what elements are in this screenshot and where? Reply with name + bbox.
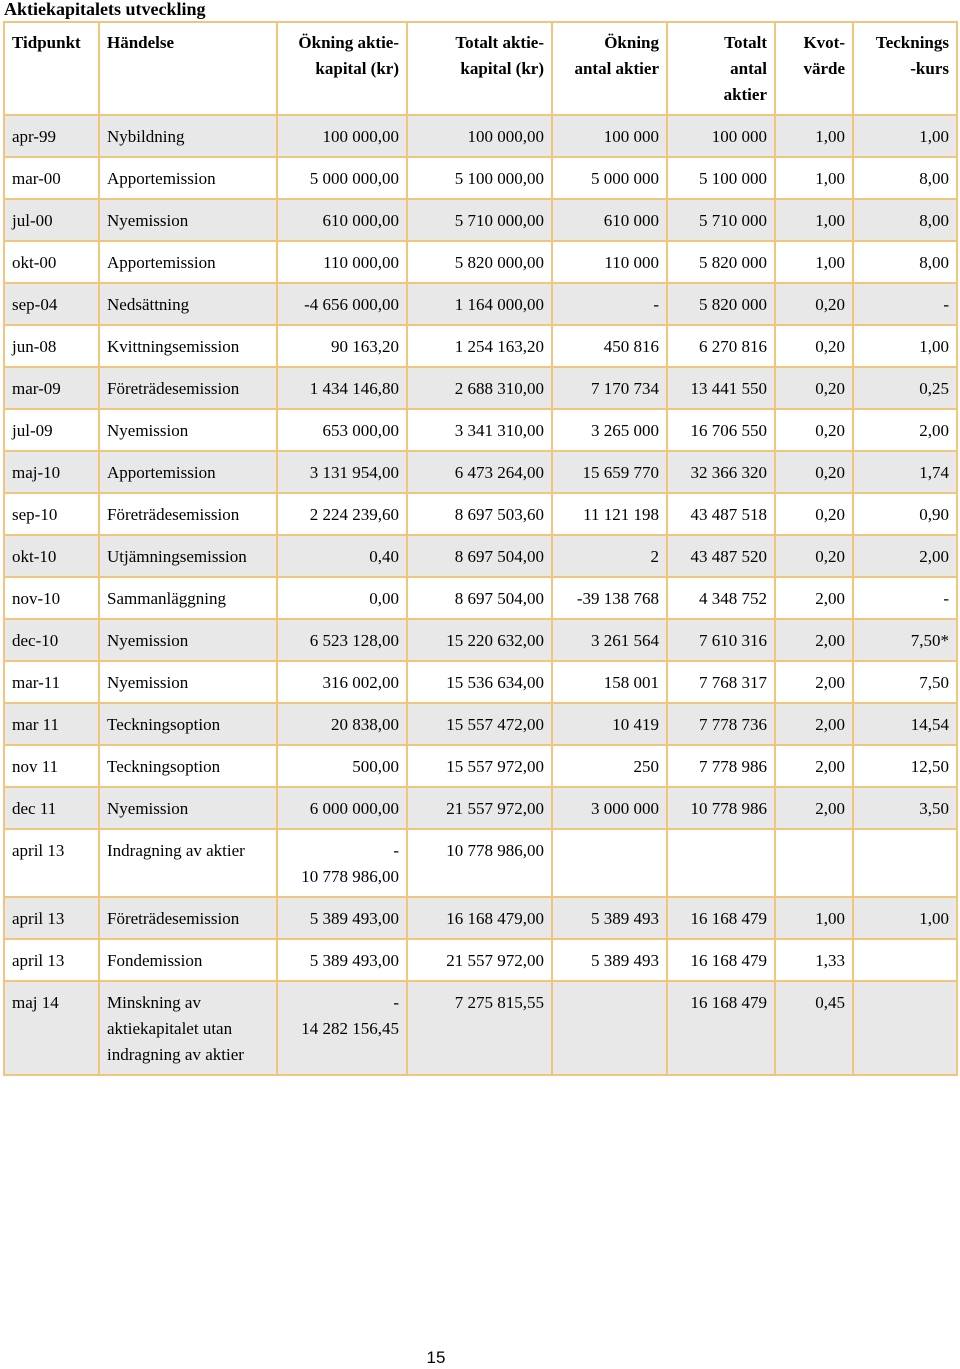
cell-totalt-aktiekapital: 15 557 972,00 bbox=[407, 745, 552, 787]
cell-kvotvarde: 2,00 bbox=[775, 787, 853, 829]
cell-totalt-aktiekapital: 1 164 000,00 bbox=[407, 283, 552, 325]
cell-okning-aktiekapital: 500,00 bbox=[277, 745, 407, 787]
header-totalt-antal-aktier: Totalt antal aktier bbox=[667, 22, 775, 115]
cell-okning-antal-aktier: -39 138 768 bbox=[552, 577, 667, 619]
cell-tidpunkt: april 13 bbox=[4, 829, 99, 897]
cell-totalt-antal-aktier: 16 168 479 bbox=[667, 939, 775, 981]
cell-totalt-antal-aktier: 100 000 bbox=[667, 115, 775, 157]
cell-handelse: Fondemission bbox=[99, 939, 277, 981]
cell-kvotvarde: 1,00 bbox=[775, 199, 853, 241]
table-row bbox=[4, 115, 957, 157]
cell-handelse: Företrädesemission bbox=[99, 367, 277, 409]
table-row bbox=[4, 367, 957, 409]
cell-totalt-antal-aktier: 5 820 000 bbox=[667, 241, 775, 283]
table-row bbox=[4, 939, 957, 981]
cell-teckningskurs bbox=[853, 981, 957, 1075]
cell-totalt-antal-aktier: 5 100 000 bbox=[667, 157, 775, 199]
cell-totalt-antal-aktier: 7 610 316 bbox=[667, 619, 775, 661]
table-row bbox=[4, 745, 957, 787]
cell-okning-aktiekapital: 1 434 146,80 bbox=[277, 367, 407, 409]
cell-handelse: Utjämningsemission bbox=[99, 535, 277, 577]
cell-okning-antal-aktier: 110 000 bbox=[552, 241, 667, 283]
cell-tidpunkt: apr-99 bbox=[4, 115, 99, 157]
cell-okning-antal-aktier: 5 389 493 bbox=[552, 897, 667, 939]
cell-totalt-aktiekapital: 6 473 264,00 bbox=[407, 451, 552, 493]
cell-handelse: Nybildning bbox=[99, 115, 277, 157]
cell-totalt-aktiekapital: 15 557 472,00 bbox=[407, 703, 552, 745]
cell-totalt-antal-aktier: 6 270 816 bbox=[667, 325, 775, 367]
cell-totalt-antal-aktier: 5 710 000 bbox=[667, 199, 775, 241]
cell-tidpunkt: sep-10 bbox=[4, 493, 99, 535]
cell-totalt-aktiekapital: 15 220 632,00 bbox=[407, 619, 552, 661]
cell-kvotvarde: 0,20 bbox=[775, 493, 853, 535]
cell-okning-aktiekapital: 610 000,00 bbox=[277, 199, 407, 241]
share-capital-table bbox=[3, 21, 958, 1076]
cell-totalt-aktiekapital: 10 778 986,00 bbox=[407, 829, 552, 897]
table-row bbox=[4, 829, 957, 897]
table-row bbox=[4, 535, 957, 577]
cell-totalt-antal-aktier bbox=[667, 829, 775, 897]
cell-okning-antal-aktier: 3 261 564 bbox=[552, 619, 667, 661]
table-row bbox=[4, 981, 957, 1075]
cell-tidpunkt: april 13 bbox=[4, 939, 99, 981]
cell-tidpunkt: okt-00 bbox=[4, 241, 99, 283]
cell-okning-aktiekapital: 2 224 239,60 bbox=[277, 493, 407, 535]
cell-teckningskurs: 7,50* bbox=[853, 619, 957, 661]
cell-teckningskurs: 14,54 bbox=[853, 703, 957, 745]
table-row bbox=[4, 493, 957, 535]
cell-okning-aktiekapital: 100 000,00 bbox=[277, 115, 407, 157]
cell-okning-aktiekapital: - 10 778 986,00 bbox=[277, 829, 407, 897]
cell-okning-aktiekapital: 5 389 493,00 bbox=[277, 939, 407, 981]
cell-okning-antal-aktier: 5 000 000 bbox=[552, 157, 667, 199]
cell-tidpunkt: mar 11 bbox=[4, 703, 99, 745]
cell-kvotvarde: 1,00 bbox=[775, 115, 853, 157]
cell-totalt-aktiekapital: 8 697 503,60 bbox=[407, 493, 552, 535]
table-row bbox=[4, 157, 957, 199]
cell-handelse: Apportemission bbox=[99, 451, 277, 493]
cell-handelse: Nyemission bbox=[99, 787, 277, 829]
cell-okning-antal-aktier: 5 389 493 bbox=[552, 939, 667, 981]
cell-teckningskurs bbox=[853, 939, 957, 981]
cell-totalt-antal-aktier: 43 487 520 bbox=[667, 535, 775, 577]
cell-tidpunkt: jul-00 bbox=[4, 199, 99, 241]
cell-tidpunkt: maj-10 bbox=[4, 451, 99, 493]
cell-teckningskurs: 12,50 bbox=[853, 745, 957, 787]
cell-kvotvarde: 0,20 bbox=[775, 367, 853, 409]
header-okning-aktiekapital: Ökning aktie- kapital (kr) bbox=[277, 22, 407, 115]
cell-totalt-aktiekapital: 15 536 634,00 bbox=[407, 661, 552, 703]
table-row bbox=[4, 661, 957, 703]
header-teckningskurs: Tecknings -kurs bbox=[853, 22, 957, 115]
cell-okning-antal-aktier: 11 121 198 bbox=[552, 493, 667, 535]
cell-tidpunkt: nov-10 bbox=[4, 577, 99, 619]
cell-teckningskurs: - bbox=[853, 577, 957, 619]
cell-okning-aktiekapital: 653 000,00 bbox=[277, 409, 407, 451]
cell-okning-antal-aktier: 250 bbox=[552, 745, 667, 787]
cell-handelse: Teckningsoption bbox=[99, 745, 277, 787]
cell-tidpunkt: maj 14 bbox=[4, 981, 99, 1075]
table-row bbox=[4, 451, 957, 493]
cell-okning-antal-aktier: 15 659 770 bbox=[552, 451, 667, 493]
table-row bbox=[4, 703, 957, 745]
cell-okning-aktiekapital: 5 389 493,00 bbox=[277, 897, 407, 939]
cell-okning-antal-aktier: 2 bbox=[552, 535, 667, 577]
cell-kvotvarde: 0,20 bbox=[775, 283, 853, 325]
cell-tidpunkt: okt-10 bbox=[4, 535, 99, 577]
cell-teckningskurs: 8,00 bbox=[853, 157, 957, 199]
cell-okning-aktiekapital: 6 000 000,00 bbox=[277, 787, 407, 829]
cell-totalt-aktiekapital: 2 688 310,00 bbox=[407, 367, 552, 409]
cell-okning-aktiekapital: 6 523 128,00 bbox=[277, 619, 407, 661]
cell-handelse: Minskning av aktiekapitalet utan indragning av aktier bbox=[99, 981, 277, 1075]
cell-handelse: Indragning av aktier bbox=[99, 829, 277, 897]
cell-okning-antal-aktier: 158 001 bbox=[552, 661, 667, 703]
cell-totalt-antal-aktier: 16 168 479 bbox=[667, 897, 775, 939]
cell-totalt-aktiekapital: 21 557 972,00 bbox=[407, 939, 552, 981]
cell-totalt-antal-aktier: 7 778 986 bbox=[667, 745, 775, 787]
cell-kvotvarde: 2,00 bbox=[775, 745, 853, 787]
table-row bbox=[4, 325, 957, 367]
cell-okning-aktiekapital: 3 131 954,00 bbox=[277, 451, 407, 493]
header-totalt-aktiekapital: Totalt aktie- kapital (kr) bbox=[407, 22, 552, 115]
cell-handelse: Nyemission bbox=[99, 409, 277, 451]
table-row bbox=[4, 577, 957, 619]
cell-handelse: Teckningsoption bbox=[99, 703, 277, 745]
table-row bbox=[4, 283, 957, 325]
cell-totalt-antal-aktier: 7 778 736 bbox=[667, 703, 775, 745]
cell-okning-antal-aktier bbox=[552, 981, 667, 1075]
cell-okning-antal-aktier: 3 000 000 bbox=[552, 787, 667, 829]
cell-totalt-aktiekapital: 1 254 163,20 bbox=[407, 325, 552, 367]
cell-tidpunkt: jul-09 bbox=[4, 409, 99, 451]
table-row bbox=[4, 241, 957, 283]
cell-teckningskurs: 1,00 bbox=[853, 325, 957, 367]
cell-handelse: Nyemission bbox=[99, 619, 277, 661]
table-body bbox=[4, 115, 957, 1075]
cell-kvotvarde: 0,20 bbox=[775, 535, 853, 577]
cell-kvotvarde: 2,00 bbox=[775, 577, 853, 619]
cell-okning-aktiekapital: 90 163,20 bbox=[277, 325, 407, 367]
cell-teckningskurs: 0,25 bbox=[853, 367, 957, 409]
cell-handelse: Nyemission bbox=[99, 199, 277, 241]
cell-okning-antal-aktier: 7 170 734 bbox=[552, 367, 667, 409]
cell-tidpunkt: nov 11 bbox=[4, 745, 99, 787]
cell-okning-aktiekapital: - 14 282 156,45 bbox=[277, 981, 407, 1075]
cell-kvotvarde bbox=[775, 829, 853, 897]
cell-okning-aktiekapital: 110 000,00 bbox=[277, 241, 407, 283]
cell-totalt-antal-aktier: 10 778 986 bbox=[667, 787, 775, 829]
cell-totalt-aktiekapital: 100 000,00 bbox=[407, 115, 552, 157]
cell-kvotvarde: 0,45 bbox=[775, 981, 853, 1075]
cell-okning-antal-aktier: 3 265 000 bbox=[552, 409, 667, 451]
cell-tidpunkt: mar-00 bbox=[4, 157, 99, 199]
cell-teckningskurs: 2,00 bbox=[853, 535, 957, 577]
table-row bbox=[4, 409, 957, 451]
cell-tidpunkt: april 13 bbox=[4, 897, 99, 939]
header-tidpunkt: Tidpunkt bbox=[4, 22, 99, 115]
cell-teckningskurs: 7,50 bbox=[853, 661, 957, 703]
cell-handelse: Apportemission bbox=[99, 157, 277, 199]
cell-handelse: Företrädesemission bbox=[99, 897, 277, 939]
cell-totalt-aktiekapital: 8 697 504,00 bbox=[407, 535, 552, 577]
cell-totalt-aktiekapital: 3 341 310,00 bbox=[407, 409, 552, 451]
cell-okning-antal-aktier: 610 000 bbox=[552, 199, 667, 241]
cell-teckningskurs bbox=[853, 829, 957, 897]
cell-tidpunkt: dec-10 bbox=[4, 619, 99, 661]
cell-kvotvarde: 0,20 bbox=[775, 451, 853, 493]
cell-teckningskurs: 3,50 bbox=[853, 787, 957, 829]
cell-totalt-aktiekapital: 21 557 972,00 bbox=[407, 787, 552, 829]
table-header-row bbox=[4, 22, 957, 115]
cell-totalt-aktiekapital: 8 697 504,00 bbox=[407, 577, 552, 619]
cell-kvotvarde: 2,00 bbox=[775, 619, 853, 661]
cell-handelse: Nyemission bbox=[99, 661, 277, 703]
cell-totalt-antal-aktier: 7 768 317 bbox=[667, 661, 775, 703]
cell-totalt-aktiekapital: 5 820 000,00 bbox=[407, 241, 552, 283]
cell-okning-aktiekapital: 0,00 bbox=[277, 577, 407, 619]
cell-totalt-antal-aktier: 16 168 479 bbox=[667, 981, 775, 1075]
cell-kvotvarde: 0,20 bbox=[775, 409, 853, 451]
cell-okning-antal-aktier: 10 419 bbox=[552, 703, 667, 745]
cell-handelse: Kvittningsemission bbox=[99, 325, 277, 367]
cell-totalt-aktiekapital: 16 168 479,00 bbox=[407, 897, 552, 939]
table-row bbox=[4, 897, 957, 939]
cell-okning-aktiekapital: 0,40 bbox=[277, 535, 407, 577]
cell-tidpunkt: sep-04 bbox=[4, 283, 99, 325]
cell-teckningskurs: 8,00 bbox=[853, 199, 957, 241]
cell-totalt-aktiekapital: 7 275 815,55 bbox=[407, 981, 552, 1075]
cell-okning-aktiekapital: 316 002,00 bbox=[277, 661, 407, 703]
cell-tidpunkt: dec 11 bbox=[4, 787, 99, 829]
cell-totalt-antal-aktier: 5 820 000 bbox=[667, 283, 775, 325]
table-row bbox=[4, 199, 957, 241]
cell-handelse: Företrädesemission bbox=[99, 493, 277, 535]
cell-tidpunkt: jun-08 bbox=[4, 325, 99, 367]
cell-teckningskurs: 8,00 bbox=[853, 241, 957, 283]
cell-handelse: Nedsättning bbox=[99, 283, 277, 325]
cell-totalt-antal-aktier: 4 348 752 bbox=[667, 577, 775, 619]
cell-okning-antal-aktier: - bbox=[552, 283, 667, 325]
header-kvotvarde: Kvot- värde bbox=[775, 22, 853, 115]
cell-teckningskurs: 1,00 bbox=[853, 897, 957, 939]
cell-teckningskurs: 1,00 bbox=[853, 115, 957, 157]
header-okning-antal-aktier: Ökning antal aktier bbox=[552, 22, 667, 115]
page-number: 15 bbox=[426, 1348, 446, 1367]
cell-okning-antal-aktier: 100 000 bbox=[552, 115, 667, 157]
cell-kvotvarde: 1,33 bbox=[775, 939, 853, 981]
table-row bbox=[4, 787, 957, 829]
cell-totalt-antal-aktier: 32 366 320 bbox=[667, 451, 775, 493]
document-title: Aktiekapitalets utveckling bbox=[4, 0, 206, 19]
cell-okning-aktiekapital: 5 000 000,00 bbox=[277, 157, 407, 199]
table-row bbox=[4, 619, 957, 661]
header-handelse: Händelse bbox=[99, 22, 277, 115]
cell-totalt-antal-aktier: 13 441 550 bbox=[667, 367, 775, 409]
cell-okning-antal-aktier: 450 816 bbox=[552, 325, 667, 367]
cell-teckningskurs: 1,74 bbox=[853, 451, 957, 493]
cell-totalt-antal-aktier: 43 487 518 bbox=[667, 493, 775, 535]
cell-handelse: Apportemission bbox=[99, 241, 277, 283]
cell-kvotvarde: 0,20 bbox=[775, 325, 853, 367]
cell-kvotvarde: 1,00 bbox=[775, 241, 853, 283]
cell-kvotvarde: 1,00 bbox=[775, 157, 853, 199]
cell-kvotvarde: 2,00 bbox=[775, 703, 853, 745]
cell-kvotvarde: 2,00 bbox=[775, 661, 853, 703]
cell-tidpunkt: mar-11 bbox=[4, 661, 99, 703]
cell-okning-antal-aktier bbox=[552, 829, 667, 897]
cell-okning-aktiekapital: 20 838,00 bbox=[277, 703, 407, 745]
cell-okning-aktiekapital: -4 656 000,00 bbox=[277, 283, 407, 325]
cell-tidpunkt: mar-09 bbox=[4, 367, 99, 409]
cell-handelse: Sammanläggning bbox=[99, 577, 277, 619]
cell-totalt-aktiekapital: 5 100 000,00 bbox=[407, 157, 552, 199]
cell-teckningskurs: 2,00 bbox=[853, 409, 957, 451]
cell-totalt-aktiekapital: 5 710 000,00 bbox=[407, 199, 552, 241]
cell-teckningskurs: 0,90 bbox=[853, 493, 957, 535]
cell-totalt-antal-aktier: 16 706 550 bbox=[667, 409, 775, 451]
cell-kvotvarde: 1,00 bbox=[775, 897, 853, 939]
cell-teckningskurs: - bbox=[853, 283, 957, 325]
